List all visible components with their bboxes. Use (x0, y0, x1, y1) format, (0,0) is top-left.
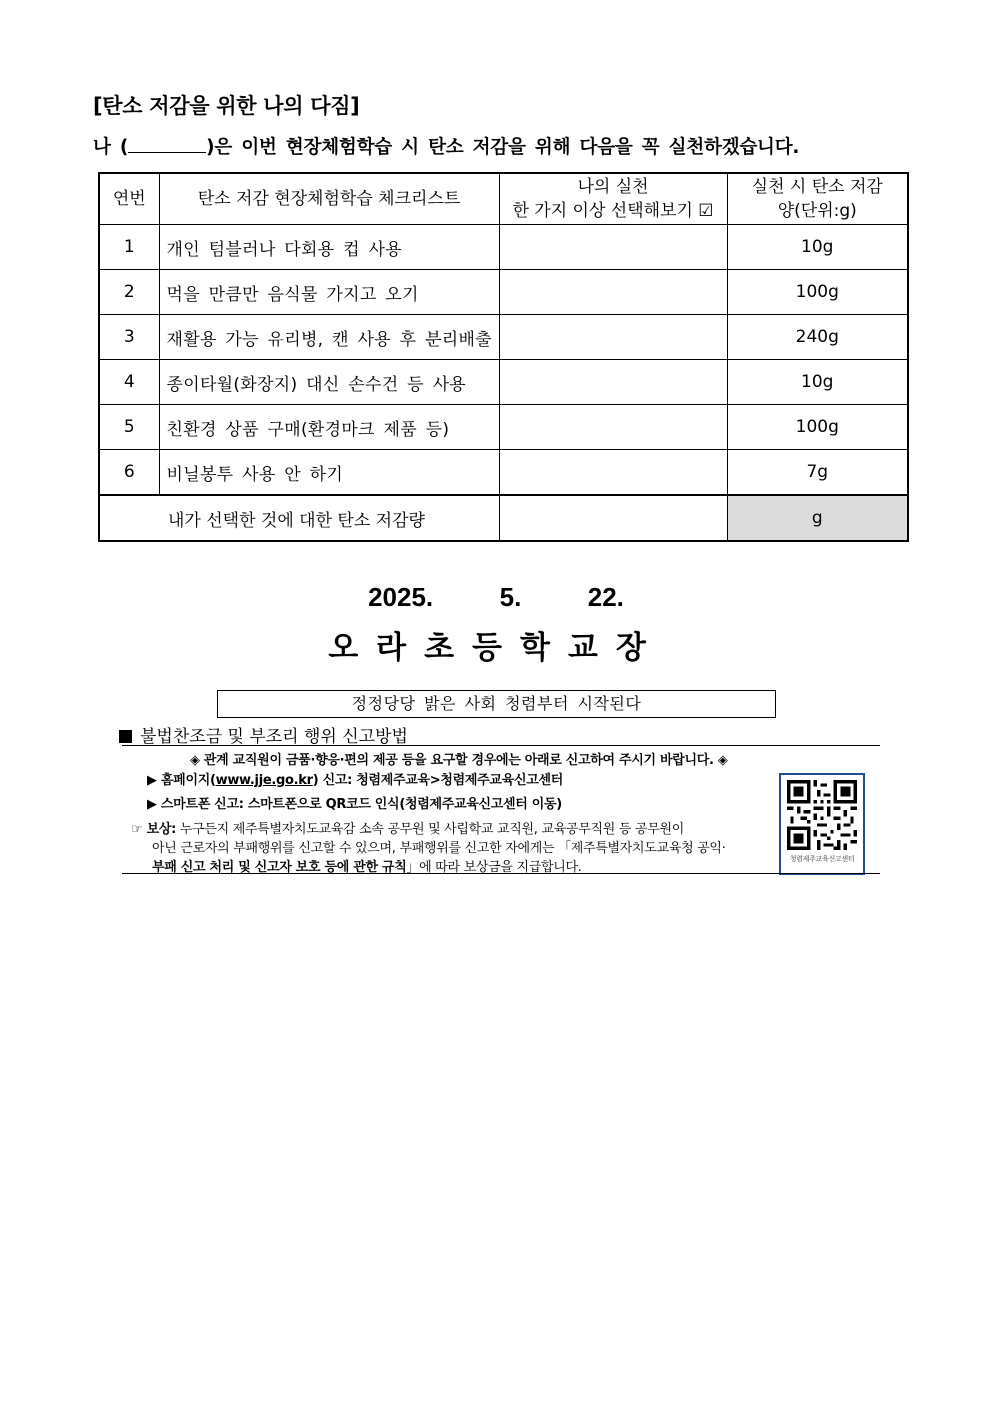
row-no: 1 (99, 225, 159, 270)
total-amount[interactable]: g (727, 495, 908, 541)
table-row (99, 450, 908, 496)
header-no: 연번 (99, 173, 159, 225)
phone-text: ▶ 스마트폰 신고: 스마트폰으로 QR코드 인식(청렴제주교육신고센터 이동) (147, 797, 562, 812)
page-title: [탄소 저감을 위한 나의 다짐] (93, 94, 360, 118)
reward-line-1 (131, 818, 684, 837)
table-header-row (99, 173, 908, 225)
reward-label: ☞ 보상: (131, 822, 176, 837)
reward-line-2: 아닌 근로자의 부패행위를 신고할 수 있으며, 부패행위를 신고한 자에게는 「제주특별자치도교육청 공익· (152, 841, 726, 856)
row-no: 4 (99, 360, 159, 405)
row-no: 2 (99, 270, 159, 315)
divider (122, 745, 880, 746)
header-practice-line2: 한 가지 이상 선택해보기 ☑ (512, 201, 714, 221)
table-row (99, 225, 908, 270)
row-item: 비닐봉투 사용 안 하기 (159, 450, 499, 496)
homepage-report-line (147, 769, 563, 788)
row-item: 먹을 만큼만 음식물 가지고 오기 (159, 270, 499, 315)
school-principal: 오라초등학교장 (328, 630, 664, 666)
header-checklist: 탄소 저감 현장체험학습 체크리스트 (159, 173, 499, 225)
qr-code-icon (787, 780, 857, 850)
total-practice-cell[interactable] (499, 495, 727, 541)
divider (122, 873, 880, 874)
row-item: 종이타월(화장지) 대신 손수건 등 사용 (159, 360, 499, 405)
document-date: 2025. 5. 22. (368, 582, 624, 612)
row-no: 3 (99, 315, 159, 360)
row-amount: 10g (727, 225, 908, 270)
header-practice-line1: 나의 실천 (577, 177, 649, 197)
row-amount: 100g (727, 405, 908, 450)
row-practice-check[interactable] (499, 360, 727, 405)
pledge-prefix: 나 ( (93, 137, 129, 158)
row-no: 5 (99, 405, 159, 450)
pledge-sentence (93, 133, 799, 159)
row-practice-check[interactable] (499, 270, 727, 315)
header-amount (727, 173, 908, 225)
qr-caption: 청렴제주교육신고센터 (789, 855, 855, 863)
homepage-label: ▶ 홈페이지( (147, 773, 216, 788)
row-amount: 100g (727, 270, 908, 315)
table-row (99, 360, 908, 405)
header-amount-line2: 양(단위:g) (777, 201, 857, 221)
row-item: 재활용 가능 유리병, 캔 사용 후 분리배출 (159, 315, 499, 360)
row-practice-check[interactable] (499, 405, 727, 450)
row-item: 친환경 상품 구매(환경마크 제품 등) (159, 405, 499, 450)
report-heading (119, 722, 408, 747)
row-amount: 7g (727, 450, 908, 496)
reward-rule-name: 부패 신고 처리 및 신고자 보호 등에 관한 규칙 (152, 860, 407, 875)
name-blank[interactable] (128, 138, 206, 153)
square-bullet-icon (119, 730, 132, 743)
homepage-link[interactable]: www.jje.go.kr (215, 773, 313, 788)
reward-text-1: 누구든지 제주특별자치도교육감 소속 공무원 및 사립학교 교직원, 교육공무직원 등 공무원이 (179, 822, 684, 837)
pledge-suffix: )은 이번 현장체험학습 시 탄소 저감을 위해 다음을 꼭 실천하겠습니다. (206, 137, 800, 158)
row-item: 개인 텀블러나 다회용 컵 사용 (159, 225, 499, 270)
table-row (99, 315, 908, 360)
total-row (99, 495, 908, 541)
header-amount-line1: 실천 시 탄소 저감 (751, 177, 883, 197)
report-notice: ◈ 관계 교직원이 금품·향응·편의 제공 등을 요구할 경우에는 아래로 신고하여 주시기 바랍니다. ◈ (190, 753, 728, 768)
row-no: 6 (99, 450, 159, 496)
header-practice (499, 173, 727, 225)
table-row (99, 405, 908, 450)
row-amount: 240g (727, 315, 908, 360)
total-label: 내가 선택한 것에 대한 탄소 저감량 (99, 495, 499, 541)
row-amount: 10g (727, 360, 908, 405)
slogan-box: 정정당당 밝은 사회 청렴부터 시작된다 (217, 690, 776, 718)
homepage-suffix: ) 신고: 청렴제주교육>청렴제주교육신고센터 (312, 773, 563, 788)
reward-text-3: 」에 따라 보상금을 지급합니다. (406, 860, 582, 875)
report-heading-text: 불법찬조금 및 부조리 행위 신고방법 (140, 727, 408, 747)
row-practice-check[interactable] (499, 225, 727, 270)
table-row (99, 270, 908, 315)
checklist-table (98, 172, 909, 542)
row-practice-check[interactable] (499, 315, 727, 360)
phone-report-line (147, 793, 562, 812)
row-practice-check[interactable] (499, 450, 727, 496)
qr-code[interactable] (779, 773, 865, 875)
